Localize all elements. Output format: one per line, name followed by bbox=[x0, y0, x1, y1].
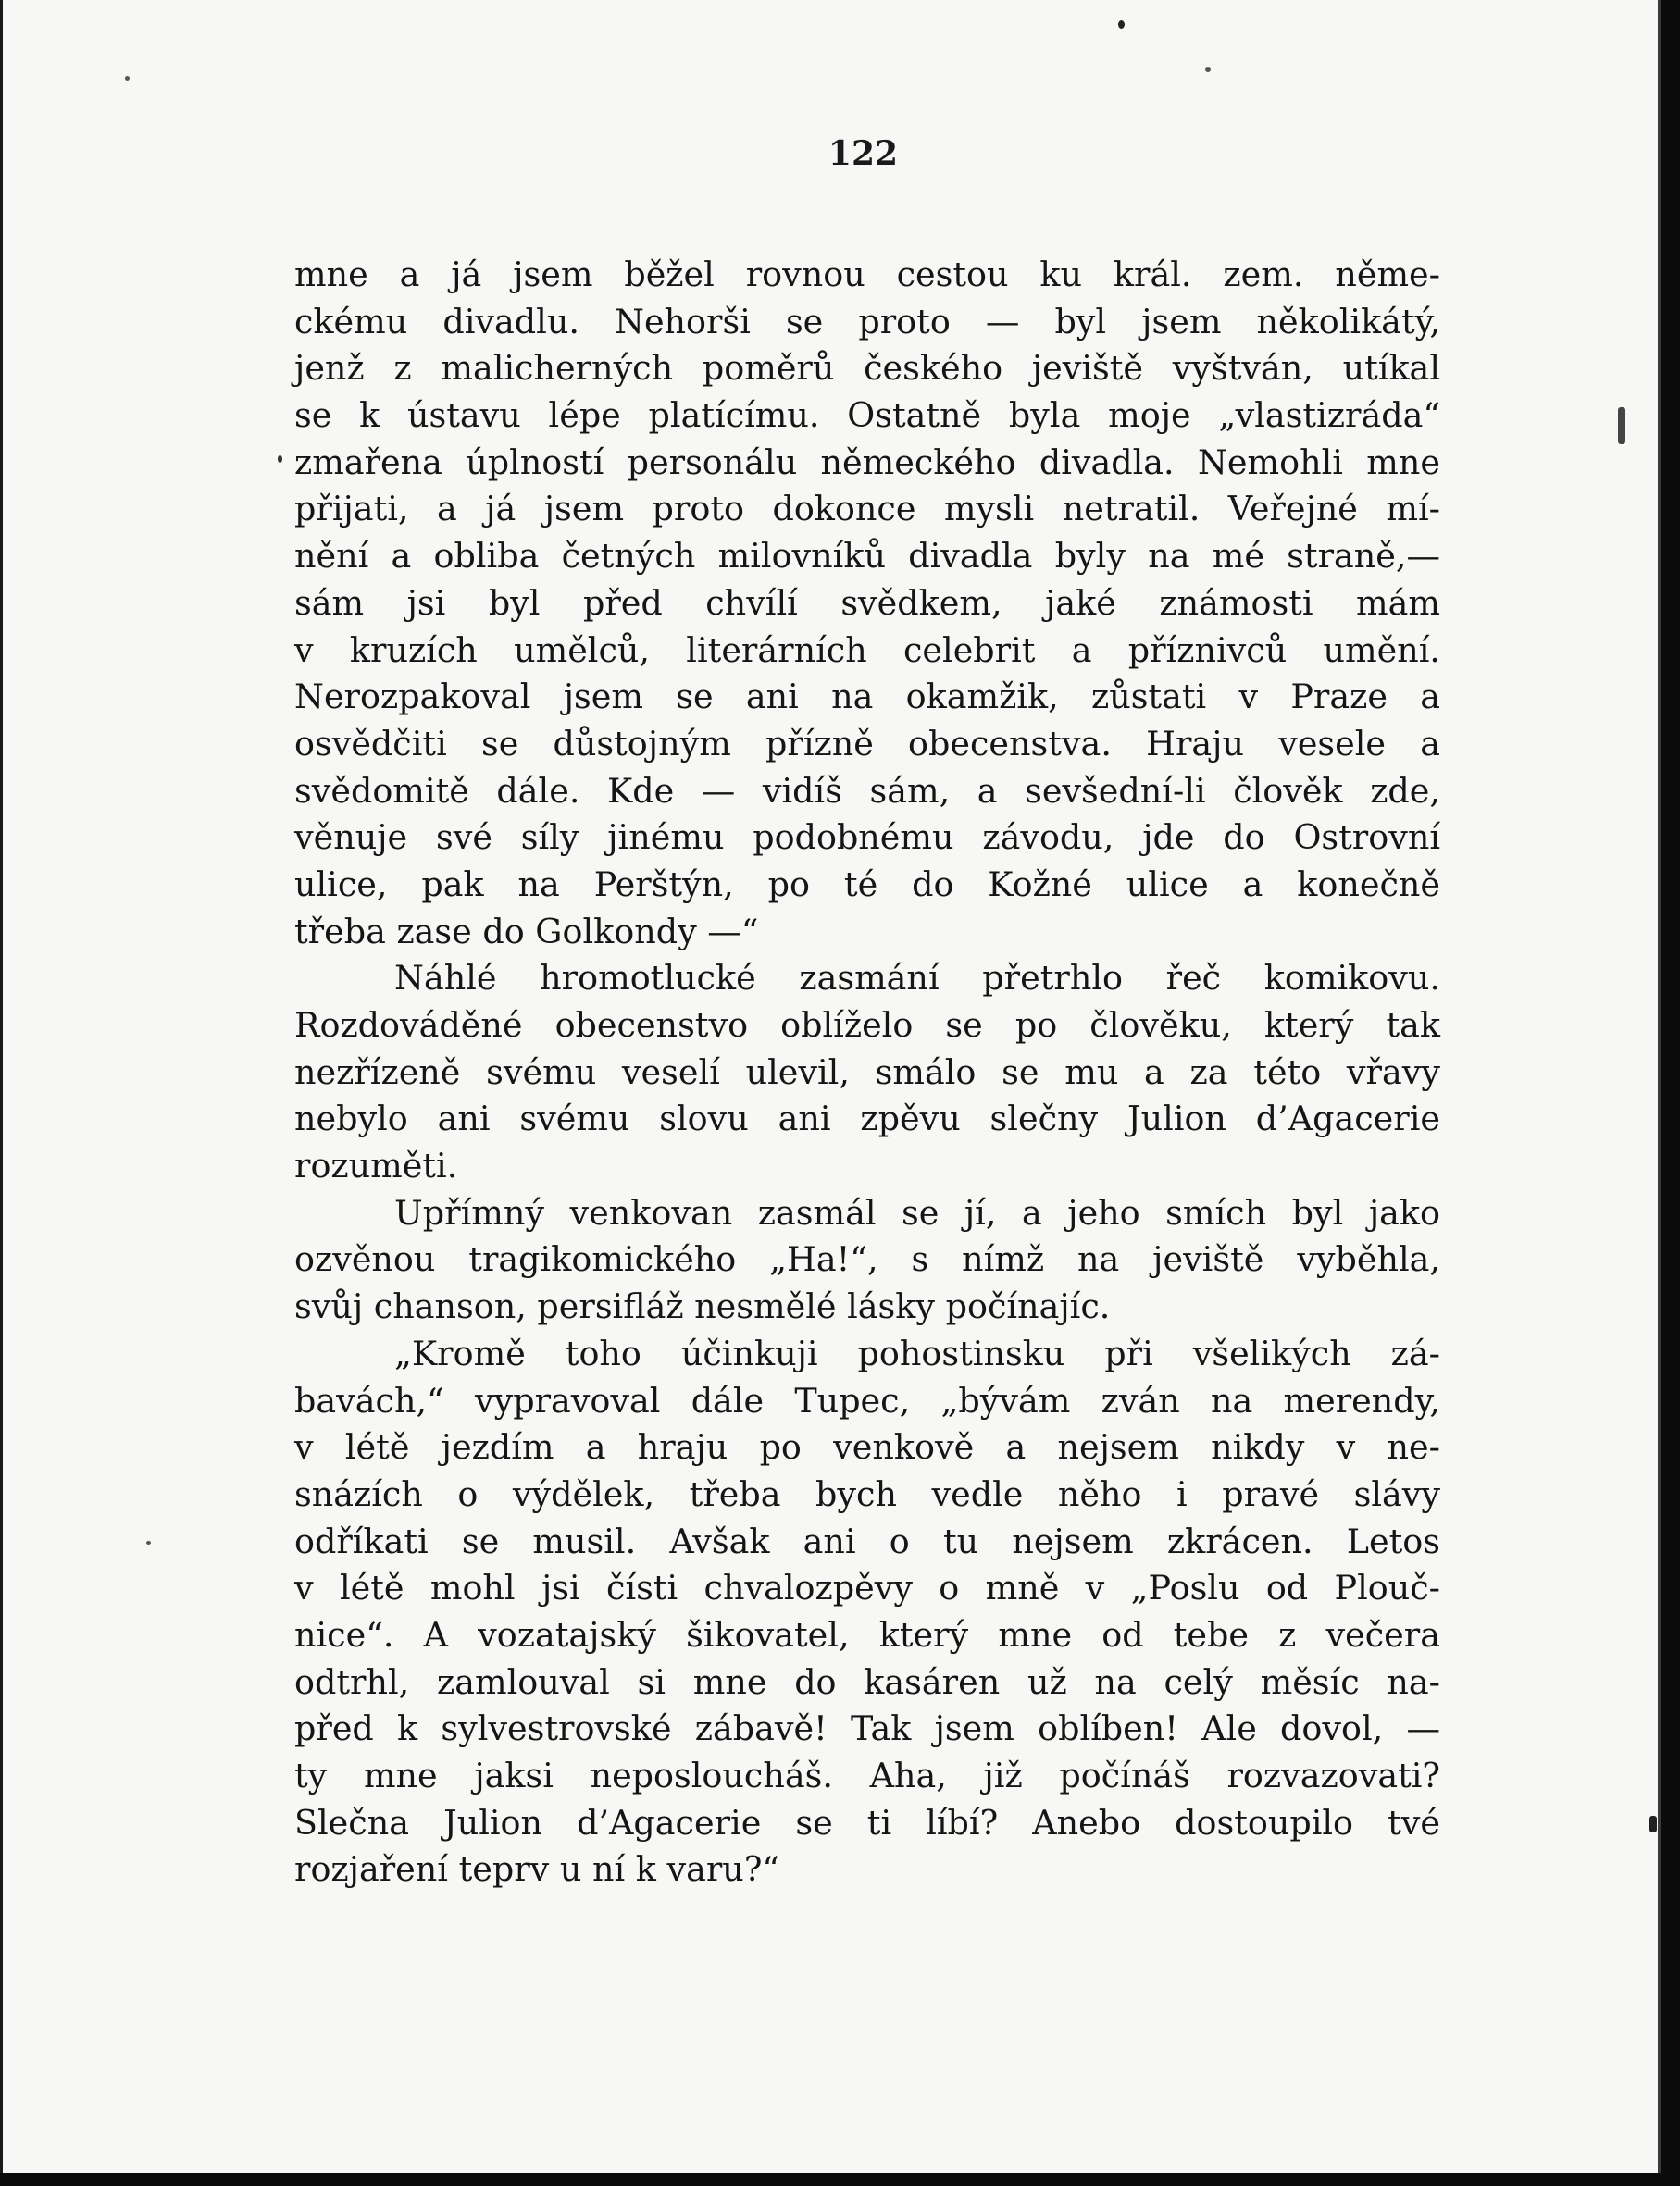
text-line: věnuje své síly jinému podobnému závodu, jde do Ostrovní bbox=[294, 817, 1440, 858]
scan-edge-left bbox=[0, 0, 3, 2186]
text-line: v létě mohl jsi čísti chvalozpěvy o mně v „Poslu od Plouč- bbox=[294, 1568, 1440, 1608]
text-line: ulice, pak na Perštýn, po té do Kožné ulice a konečně bbox=[294, 863, 1440, 904]
text-line: třeba zase do Golkondy —“ bbox=[294, 911, 759, 951]
text-line: ckému divadlu. Nehorši se proto — byl jsem několikátý, bbox=[294, 301, 1440, 342]
text-line: jenž z malicherných poměrů českého jeviště vyštván, utíkal bbox=[294, 348, 1440, 389]
page-number: 122 bbox=[828, 134, 899, 173]
text-line: „Kromě toho účinkuji pohostinsku při všelikých zá- bbox=[394, 1333, 1440, 1373]
text-line: ozvěnou tragikomického „Ha!“, s nímž na jeviště vyběhla, bbox=[294, 1239, 1440, 1280]
text-line: zmařena úplností personálu německého divadla. Nemohli mne bbox=[294, 441, 1440, 482]
text-line: sám jsi byl před chvílí svědkem, jaké známosti mám bbox=[294, 582, 1440, 623]
text-line: nění a obliba četných milovníků divadla byly na mé straně,— bbox=[294, 536, 1440, 577]
text-line: rozuměti. bbox=[294, 1146, 458, 1186]
text-line: se k ústavu lépe platícímu. Ostatně byla moje „vlastizráda“ bbox=[294, 395, 1440, 436]
text-line: Upřímný venkovan zasmál se jí, a jeho smích byl jako bbox=[394, 1192, 1440, 1233]
paper-speck bbox=[1649, 1816, 1657, 1832]
text-line: ty mne jaksi neposloucháš. Aha, již počínáš rozvazovati? bbox=[294, 1756, 1440, 1795]
paper-speck bbox=[278, 455, 282, 463]
paper-speck bbox=[146, 1541, 151, 1545]
text-line: mne a já jsem běžel rovnou cestou ku král. zem. něme- bbox=[294, 255, 1440, 294]
text-line: v kruzích umělců, literárních celebrit a příznivců umění. bbox=[294, 629, 1440, 670]
text-line: nebylo ani svému slovu ani zpěvu slečny Julion d’Agacerie bbox=[294, 1099, 1440, 1139]
text-line: v létě jezdím a hraju po venkově a nejsem nikdy v ne- bbox=[294, 1427, 1440, 1468]
paper-speck bbox=[1118, 20, 1125, 29]
text-line: svůj chanson, persifláž nesmělé lásky počínajíc. bbox=[294, 1286, 1111, 1327]
text-line: svědomitě dále. Kde — vidíš sám, a sevšední-li člověk zde, bbox=[294, 770, 1440, 811]
text-line: přijati, a já jsem proto dokonce mysli netratil. Veřejné mí- bbox=[294, 489, 1440, 529]
paper-speck bbox=[1618, 407, 1625, 444]
text-line: bavách,“ vypravoval dále Tupec, „bývám zván na merendy, bbox=[294, 1380, 1440, 1421]
scan-edge-bottom bbox=[0, 2173, 1680, 2186]
text-line: snázích o výdělek, třeba bych vedle něho i pravé slávy bbox=[294, 1473, 1440, 1514]
text-line: odtrhl, zamlouval si mne do kasáren už na celý měsíc na- bbox=[294, 1661, 1440, 1702]
text-line: osvědčiti se důstojným přízně obecenstva. Hraju vesele a bbox=[294, 723, 1440, 764]
text-line: odříkati se musil. Avšak ani o tu nejsem zkrácen. Letos bbox=[294, 1521, 1440, 1561]
paper-speck bbox=[1205, 67, 1211, 72]
body-text bbox=[294, 252, 1440, 1894]
text-line: Nerozpakoval jsem se ani na okamžik, zůstati v Praze a bbox=[294, 677, 1440, 717]
text-line: nice“. A vozatajský šikovatel, který mne od tebe z večera bbox=[294, 1614, 1440, 1655]
scan-edge-right bbox=[1661, 0, 1680, 2186]
paper-speck bbox=[125, 76, 130, 81]
text-line: nezřízeně svému veselí ulevil, smálo se mu a za této vřavy bbox=[294, 1051, 1440, 1092]
text-line: Rozdováděné obecenstvo oblíželo se po člověku, který tak bbox=[294, 1005, 1440, 1045]
text-line: rozjaření teprv u ní k varu?“ bbox=[294, 1849, 780, 1890]
text-line: před k sylvestrovské zábavě! Tak jsem oblíben! Ale dovol, — bbox=[294, 1708, 1440, 1749]
text-line: Slečna Julion d’Agacerie se ti líbí? Anebo dostoupilo tvé bbox=[294, 1802, 1440, 1843]
text-line: Náhlé hromotlucké zasmání přetrhlo řeč komikovu. bbox=[394, 958, 1440, 999]
